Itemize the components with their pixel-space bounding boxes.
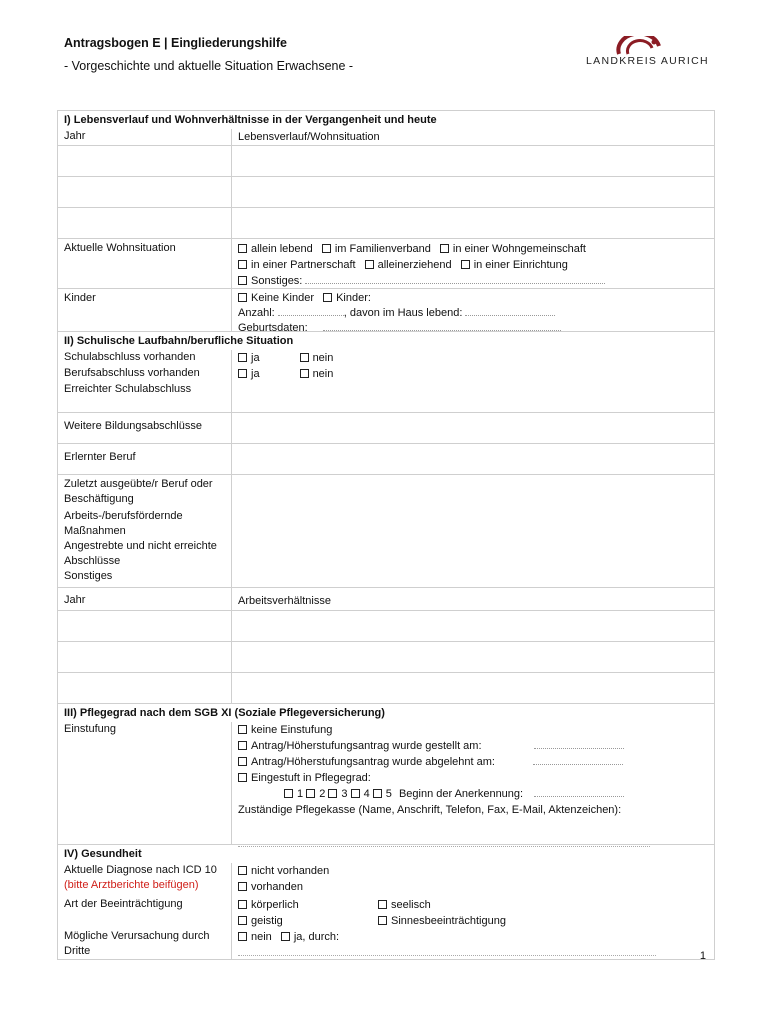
ursache-label: Mögliche Verursachung durch Dritte <box>58 927 232 959</box>
jahr-cell[interactable] <box>58 673 232 703</box>
jahr-cell[interactable] <box>58 146 232 176</box>
opt-label: im Familienverband <box>334 243 431 255</box>
angestrebte-field[interactable] <box>232 537 714 567</box>
opt-label: in einer Partnerschaft <box>251 259 356 271</box>
ursache-nein-checkbox[interactable] <box>238 932 247 941</box>
ursache-field[interactable] <box>238 945 656 956</box>
opt-label: Sinnesbeeinträchtigung <box>391 915 506 927</box>
erreichter-field[interactable] <box>232 382 714 412</box>
abgelehnt-date-field[interactable] <box>533 754 623 765</box>
schulabschluss-row <box>58 350 714 366</box>
massnahmen-label: Arbeits-/berufsfördernde Maßnahmen <box>58 507 232 537</box>
schulabschluss-label: Schulabschluss vorhanden <box>58 350 232 366</box>
arbeit-cell[interactable] <box>232 673 714 703</box>
wohnsituation-label: Aktuelle Wohnsituation <box>58 239 232 288</box>
davon-label: , davon im Haus lebend: <box>343 307 463 319</box>
logo-text: LANDKREIS AURICH <box>586 55 709 67</box>
jahr-cell[interactable] <box>58 208 232 238</box>
jahr-cell[interactable] <box>58 642 232 672</box>
lebensverlauf-cell[interactable] <box>232 177 714 207</box>
opt-label: Sonstiges: <box>251 275 303 287</box>
schul-nein-checkbox[interactable] <box>300 353 309 362</box>
ursache-row <box>58 927 714 959</box>
beruf-ja-checkbox[interactable] <box>238 369 247 378</box>
berufsabschluss-label: Berufsabschluss vorhanden <box>58 366 232 382</box>
col-arbeit: Arbeitsverhältnisse <box>238 595 331 607</box>
erreichter-label: Erreichter Schulabschluss <box>58 382 232 412</box>
keine-kinder-checkbox[interactable] <box>238 293 247 302</box>
nein-label: nein <box>312 352 334 364</box>
koerperlich-checkbox[interactable] <box>238 900 247 909</box>
sonstiges-field[interactable] <box>232 567 714 587</box>
opt-label: Eingestuft in Pflegegrad: <box>251 772 371 784</box>
lebensverlauf-cell[interactable] <box>232 146 714 176</box>
wohngemeinschaft-checkbox[interactable] <box>440 244 449 253</box>
table-row <box>58 145 714 176</box>
sonstiges-row <box>58 567 714 587</box>
opt-label: in einer Wohngemeinschaft <box>452 243 586 255</box>
geburtsdaten-field[interactable] <box>323 320 561 331</box>
diagnose-label-cell <box>58 863 232 895</box>
pflegekasse-label: Zuständige Pflegekasse (Name, Anschrift, Telefon, Fax, E-Mail, Aktenzeichen): <box>238 804 622 816</box>
wohnsituation-options <box>232 239 714 288</box>
ja-label: ja <box>251 368 260 380</box>
grade-5-checkbox[interactable] <box>373 789 382 798</box>
section-4-title: IV) Gesundheit <box>58 844 714 863</box>
zuletzt-label: Zuletzt ausgeübte/r Beruf oder Beschäftigung <box>58 475 232 507</box>
opt-label: Antrag/Höherstufungsantrag wurde abgelehnt am: <box>251 756 495 768</box>
table-header-row <box>58 129 714 145</box>
opt-label: Antrag/Höherstufungsantrag wurde gestellt am: <box>251 740 482 752</box>
einrichtung-checkbox[interactable] <box>461 260 470 269</box>
erlernter-label: Erlernter Beruf <box>58 444 232 474</box>
grade-label: 4 <box>363 788 370 800</box>
section-2-title: II) Schulische Laufbahn/berufliche Situation <box>58 331 714 350</box>
grade-label: 1 <box>297 788 304 800</box>
pflegekasse-field[interactable] <box>238 836 650 847</box>
weitere-field[interactable] <box>232 413 714 443</box>
einstufung-label: Einstufung <box>58 722 232 844</box>
beruf-nein-checkbox[interactable] <box>300 369 309 378</box>
erreichter-row <box>58 382 714 412</box>
grade-3-checkbox[interactable] <box>328 789 337 798</box>
arbeit-cell[interactable] <box>232 642 714 672</box>
nein-label: nein <box>312 368 334 380</box>
seelisch-checkbox[interactable] <box>378 900 387 909</box>
opt-label: alleinerziehend <box>377 259 452 271</box>
kinder-row <box>58 288 714 334</box>
sinnes-checkbox[interactable] <box>378 916 387 925</box>
grade-2-checkbox[interactable] <box>306 789 315 798</box>
grade-label: 3 <box>341 788 348 800</box>
berufsabschluss-row <box>58 366 714 382</box>
beginn-label: Beginn der Anerkennung: <box>398 788 524 800</box>
anzahl-field[interactable] <box>278 305 344 316</box>
arbeit-header-row <box>58 587 714 610</box>
sonstiges-label: Sonstiges <box>58 567 232 587</box>
grade-label: 5 <box>385 788 392 800</box>
weitere-row <box>58 412 714 443</box>
diagnose-row <box>58 863 714 895</box>
opt-label: Kinder: <box>336 292 371 304</box>
grade-label: 2 <box>319 788 326 800</box>
opt-label: seelisch <box>391 899 431 911</box>
zuletzt-field[interactable] <box>232 475 714 507</box>
lebensverlauf-cell[interactable] <box>232 208 714 238</box>
table-row <box>58 672 714 703</box>
einstufung-options <box>232 722 714 844</box>
art-row <box>58 895 714 927</box>
angestrebte-label: Angestrebte und nicht erreichte Abschlüsse <box>58 537 232 567</box>
opt-label: keine Einstufung <box>251 724 333 736</box>
gestellt-date-field[interactable] <box>534 738 624 749</box>
anzahl-label: Anzahl: <box>238 307 275 319</box>
partnerschaft-checkbox[interactable] <box>238 260 247 269</box>
opt-label: nicht vorhanden <box>251 865 330 877</box>
kinder-label: Kinder <box>58 289 232 331</box>
section-3-title: III) Pflegegrad nach dem SGB XI (Soziale Pflegeversicherung) <box>58 703 714 722</box>
table-row <box>58 610 714 641</box>
opt-label: allein lebend <box>251 243 313 255</box>
familienverband-checkbox[interactable] <box>322 244 331 253</box>
massnahmen-field[interactable] <box>232 507 714 537</box>
art-label: Art der Beeinträchtigung <box>58 895 232 927</box>
weitere-label: Weitere Bildungsabschlüsse <box>58 413 232 443</box>
opt-label: ja, durch: <box>293 931 340 943</box>
page-number: 1 <box>699 950 706 962</box>
section-1-title: I) Lebensverlauf und Wohnverhältnisse in der Vergangenheit und heute <box>64 114 437 126</box>
col-lebensverlauf: Lebensverlauf/Wohnsituation <box>238 131 380 143</box>
table-row <box>58 207 714 238</box>
allein-checkbox[interactable] <box>238 244 247 253</box>
abgelehnt-checkbox[interactable] <box>238 757 247 766</box>
erlernter-row <box>58 443 714 474</box>
form-subtitle: - Vorgeschichte und aktuelle Situation Erwachsene - <box>64 59 354 73</box>
alleinerziehend-checkbox[interactable] <box>365 260 374 269</box>
davon-field[interactable] <box>465 305 555 316</box>
zuletzt-row <box>58 474 714 507</box>
eingestuft-checkbox[interactable] <box>238 773 247 782</box>
sonstiges-checkbox[interactable] <box>238 276 247 285</box>
massnahmen-row <box>58 507 714 537</box>
wohnsituation-row <box>58 238 714 288</box>
geistig-checkbox[interactable] <box>238 916 247 925</box>
beginn-date-field[interactable] <box>534 786 624 797</box>
opt-label: nein <box>251 931 272 943</box>
landkreis-aurich-logo <box>586 36 712 76</box>
page-header <box>64 36 353 73</box>
erlernter-field[interactable] <box>232 444 714 474</box>
jahr-cell[interactable] <box>58 611 232 641</box>
sonstiges-field[interactable] <box>305 273 605 284</box>
gestellt-checkbox[interactable] <box>238 741 247 750</box>
angestrebte-row <box>58 537 714 567</box>
form-title: Antragsbogen E | Eingliederungshilfe <box>64 36 287 50</box>
schul-ja-checkbox[interactable] <box>238 353 247 362</box>
vorhanden-checkbox[interactable] <box>238 882 247 891</box>
arztberichte-note: (bitte Arztberichte beifügen) <box>64 879 199 891</box>
kinder-checkbox[interactable] <box>323 293 332 302</box>
grade-1-checkbox[interactable] <box>284 789 293 798</box>
ja-label: ja <box>251 352 260 364</box>
table-row <box>58 176 714 207</box>
table-row <box>58 641 714 672</box>
col-jahr: Jahr <box>58 129 232 145</box>
opt-label: vorhanden <box>251 881 303 893</box>
geburtsdaten-label: Geburtsdaten: <box>238 322 308 334</box>
nicht-vorhanden-checkbox[interactable] <box>238 866 247 875</box>
einstufung-row <box>58 722 714 844</box>
col-jahr: Jahr <box>58 588 232 610</box>
opt-label: geistig <box>251 915 283 927</box>
grade-4-checkbox[interactable] <box>351 789 360 798</box>
arbeit-cell[interactable] <box>232 611 714 641</box>
opt-label: in einer Einrichtung <box>473 259 568 271</box>
keine-einstufung-checkbox[interactable] <box>238 725 247 734</box>
opt-label: Keine Kinder <box>251 292 314 304</box>
logo-arc-icon <box>616 36 662 56</box>
application-form <box>57 110 715 960</box>
jahr-cell[interactable] <box>58 177 232 207</box>
kinder-options <box>232 289 714 334</box>
diagnose-label: Aktuelle Diagnose nach ICD 10 <box>64 864 217 876</box>
opt-label: körperlich <box>251 899 299 911</box>
ursache-ja-checkbox[interactable] <box>281 932 290 941</box>
